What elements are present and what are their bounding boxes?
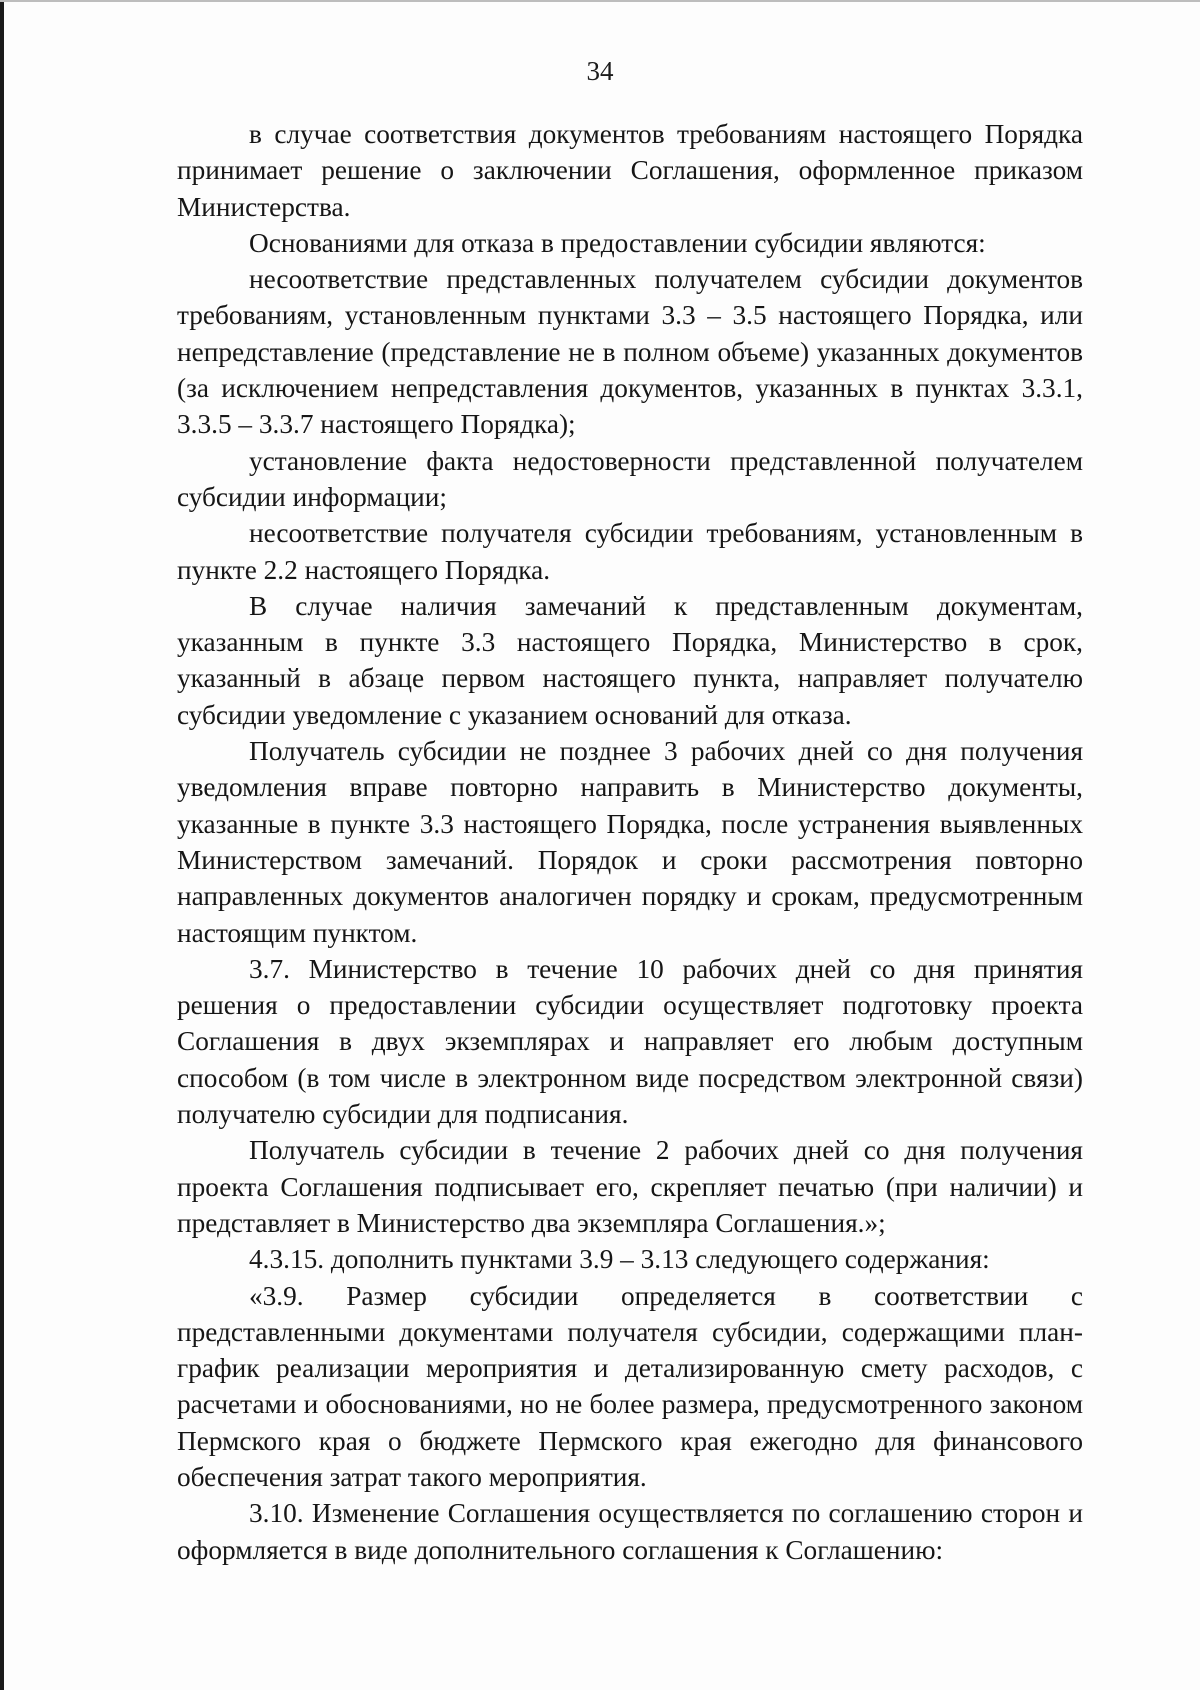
paragraph: «3.9. Размер субсидии определяется в соответствии с представленными документами получателя субсидии, содержащими план-график реализации мероприятия и детализированную смету расходов, с расчетами и обоснованиями, но не более размера, предусмотренного законом Пермского края о бюджете Пермского края ежегодно для финансового обеспечения затрат такого мероприятия. <box>177 1280 1083 1492</box>
paragraph: 3.7. Министерство в течение 10 рабочих дней со дня принятия решения о предоставлении субсидии осуществляет подготовку проекта Соглашения в двух экземплярах и направляет его любым доступным способом (в том числе в электронном виде посредством электронной связи) получателю субсидии для подписания. <box>177 953 1083 1130</box>
paragraph: несоответствие получателя субсидии требованиям, установленным в пункте 2.2 настоящего Порядка. <box>177 518 1083 585</box>
document-body <box>177 116 1083 1568</box>
paragraph: Основаниями для отказа в предоставлении субсидии являются: <box>249 227 986 258</box>
page-number: 34 <box>586 56 614 86</box>
paragraph: 3.10. Изменение Соглашения осуществляется по соглашению сторон и оформляется в виде дополнительного соглашения к Соглашению: <box>177 1498 1083 1565</box>
paragraph: В случае наличия замечаний к представленным документам, указанным в пункте 3.3 настоящего Порядка, Министерство в срок, указанный в абзаце первом настоящего пункта, направляет получателю субсидии уведомление с указанием оснований для отказа. <box>177 590 1083 730</box>
paragraph: Получатель субсидии в течение 2 рабочих дней со дня получения проекта Соглашения подписывает его, скрепляет печатью (при наличии) и представляет в Министерство два экземпляра Соглашения.»; <box>177 1135 1083 1238</box>
scan-border-left <box>0 0 4 1690</box>
paragraph: несоответствие представленных получателем субсидии документов требованиям, установленным пунктами 3.3 – 3.5 настоящего Порядка, или непредставление (представление не в полном объеме) указанных документов (за исключением непредставления документов, указанных в пунктах 3.3.1, 3.3.5 – 3.3.7 настоящего Порядка); <box>177 264 1083 440</box>
paragraph: Получатель субсидии не позднее 3 рабочих дней со дня получения уведомления вправе повторно направить в Министерство документы, указанные в пункте 3.3 настоящего Порядка, после устранения выявленных Министерством замечаний. Порядок и сроки рассмотрения повторно направленных документов аналогичен порядку и срокам, предусмотренным настоящим пунктом. <box>177 736 1083 948</box>
paragraph: установление факта недостоверности представленной получателем субсидии информации; <box>177 445 1083 512</box>
paragraph: 4.3.15. дополнить пунктами 3.9 – 3.13 следующего содержания: <box>249 1244 990 1275</box>
scan-border-top <box>0 0 1200 2</box>
paragraph: в случае соответствия документов требованиям настоящего Порядка принимает решение о заключении Соглашения, оформленное приказом Министерства. <box>177 119 1083 222</box>
